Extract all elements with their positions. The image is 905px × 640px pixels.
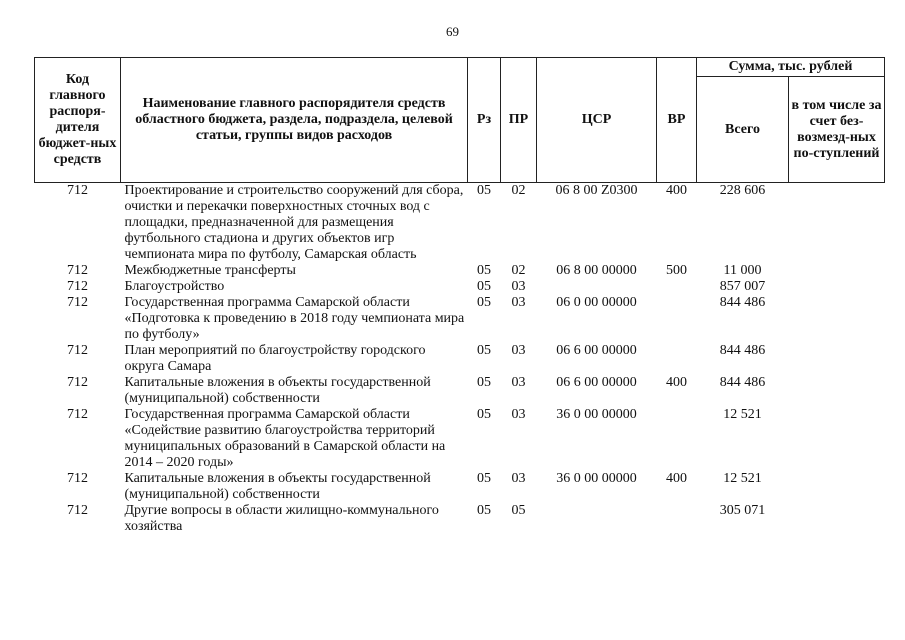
cell-code: 712 <box>67 343 88 358</box>
cell-free <box>789 295 885 343</box>
cell-vr: 500 <box>666 263 687 278</box>
cell-pr: 05 <box>511 503 526 518</box>
cell-vr <box>657 279 697 295</box>
cell-pr: 03 <box>511 471 526 486</box>
cell-rz: 05 <box>477 183 491 198</box>
cell-pr: 03 <box>511 375 526 390</box>
cell-code: 712 <box>67 375 88 390</box>
cell-rz: 05 <box>477 295 491 310</box>
cell-csr: 36 0 00 00000 <box>556 407 637 422</box>
cell-csr <box>537 503 657 535</box>
page-number: 69 <box>446 24 459 39</box>
cell-name: Государственная программа Самарской области «Содействие развитию благоустройства территорий муниципальных образований в Самарской области на 2014 – 2020 годы» <box>124 407 446 470</box>
cell-total: 305 071 <box>719 503 766 518</box>
cell-free <box>789 471 885 503</box>
cell-vr <box>657 503 697 535</box>
cell-csr: 06 6 00 00000 <box>556 343 637 358</box>
cell-rz: 05 <box>477 263 491 278</box>
table-row <box>35 295 885 343</box>
header-csr: ЦСР <box>537 58 657 183</box>
cell-name: Государственная программа Самарской области «Подготовка к проведению в 2018 году чемпионата мира по футболу» <box>124 295 465 342</box>
header-pr: ПР <box>501 58 537 183</box>
cell-rz: 05 <box>477 471 491 486</box>
cell-total: 857 007 <box>719 279 766 294</box>
cell-vr <box>657 295 697 343</box>
cell-code: 712 <box>67 471 88 486</box>
cell-csr: 06 6 00 00000 <box>556 375 637 390</box>
cell-vr: 400 <box>666 375 687 390</box>
cell-csr: 36 0 00 00000 <box>556 471 637 486</box>
cell-code: 712 <box>67 279 88 294</box>
cell-code: 712 <box>67 503 88 518</box>
cell-code: 712 <box>67 183 88 198</box>
cell-code: 712 <box>67 263 88 278</box>
cell-pr: 02 <box>511 183 526 198</box>
cell-free <box>789 407 885 471</box>
cell-rz: 05 <box>477 279 491 294</box>
cell-free <box>789 263 885 279</box>
table-row <box>35 263 885 279</box>
cell-name: Межбюджетные трансферты <box>124 263 296 278</box>
table-row <box>35 279 885 295</box>
cell-name: Благоустройство <box>124 279 225 294</box>
cell-rz: 05 <box>477 503 491 518</box>
cell-pr: 02 <box>511 263 526 278</box>
cell-total: 12 521 <box>723 407 762 422</box>
cell-total: 844 486 <box>719 295 766 310</box>
cell-total: 844 486 <box>719 343 766 358</box>
cell-vr <box>657 407 697 471</box>
cell-vr: 400 <box>666 183 687 198</box>
cell-rz: 05 <box>477 343 491 358</box>
cell-free <box>789 183 885 264</box>
cell-name: Другие вопросы в области жилищно-коммунального хозяйства <box>124 503 439 534</box>
header-free: в том числе за счет без-возмезд-ных по-ступлений <box>789 77 885 183</box>
header-sum: Сумма, тыс. рублей <box>697 58 885 77</box>
cell-free <box>789 279 885 295</box>
cell-code: 712 <box>67 295 88 310</box>
cell-total: 12 521 <box>723 471 762 486</box>
cell-free <box>789 503 885 535</box>
cell-csr <box>537 279 657 295</box>
cell-name: Капитальные вложения в объекты государственной (муниципальной) собственности <box>124 471 431 502</box>
cell-pr: 03 <box>511 407 526 422</box>
cell-code: 712 <box>67 407 88 422</box>
budget-table <box>34 57 885 535</box>
cell-name: План мероприятий по благоустройству городского округа Самара <box>124 343 426 374</box>
cell-total: 228 606 <box>719 183 766 198</box>
cell-csr: 06 8 00 Z0300 <box>555 183 638 198</box>
cell-vr <box>657 343 697 375</box>
table-body <box>35 183 885 536</box>
table-row <box>35 471 885 503</box>
cell-rz: 05 <box>477 407 491 422</box>
header-code: Код главного распоря-дителя бюджет-ных средств <box>35 58 121 183</box>
cell-csr: 06 8 00 00000 <box>556 263 637 278</box>
table-row <box>35 343 885 375</box>
header-rz: Рз <box>468 58 501 183</box>
header-vr: ВР <box>657 58 697 183</box>
cell-name: Проектирование и строительство сооружений для сбора, очистки и перекачки поверхностных сточных вод с площадки, предназначенной для размещения футбольного стадиона и других объектов игр чемпионата мира по футболу, Самарская область <box>124 183 464 262</box>
cell-pr: 03 <box>511 279 526 294</box>
cell-total: 11 000 <box>723 263 762 278</box>
cell-name: Капитальные вложения в объекты государственной (муниципальной) собственности <box>124 375 431 406</box>
cell-free <box>789 343 885 375</box>
table-row <box>35 503 885 535</box>
cell-total: 844 486 <box>719 375 766 390</box>
header-total: Всего <box>697 77 789 183</box>
table-header <box>35 58 885 183</box>
cell-csr: 06 0 00 00000 <box>556 295 637 310</box>
cell-rz: 05 <box>477 375 491 390</box>
header-name: Наименование главного распорядителя средств областного бюджета, раздела, подраздела, целевой статьи, группы видов расходов <box>121 58 468 183</box>
table-row <box>35 407 885 471</box>
table-row <box>35 183 885 264</box>
cell-free <box>789 375 885 407</box>
cell-pr: 03 <box>511 295 526 310</box>
cell-pr: 03 <box>511 343 526 358</box>
table-row <box>35 375 885 407</box>
cell-vr: 400 <box>666 471 687 486</box>
